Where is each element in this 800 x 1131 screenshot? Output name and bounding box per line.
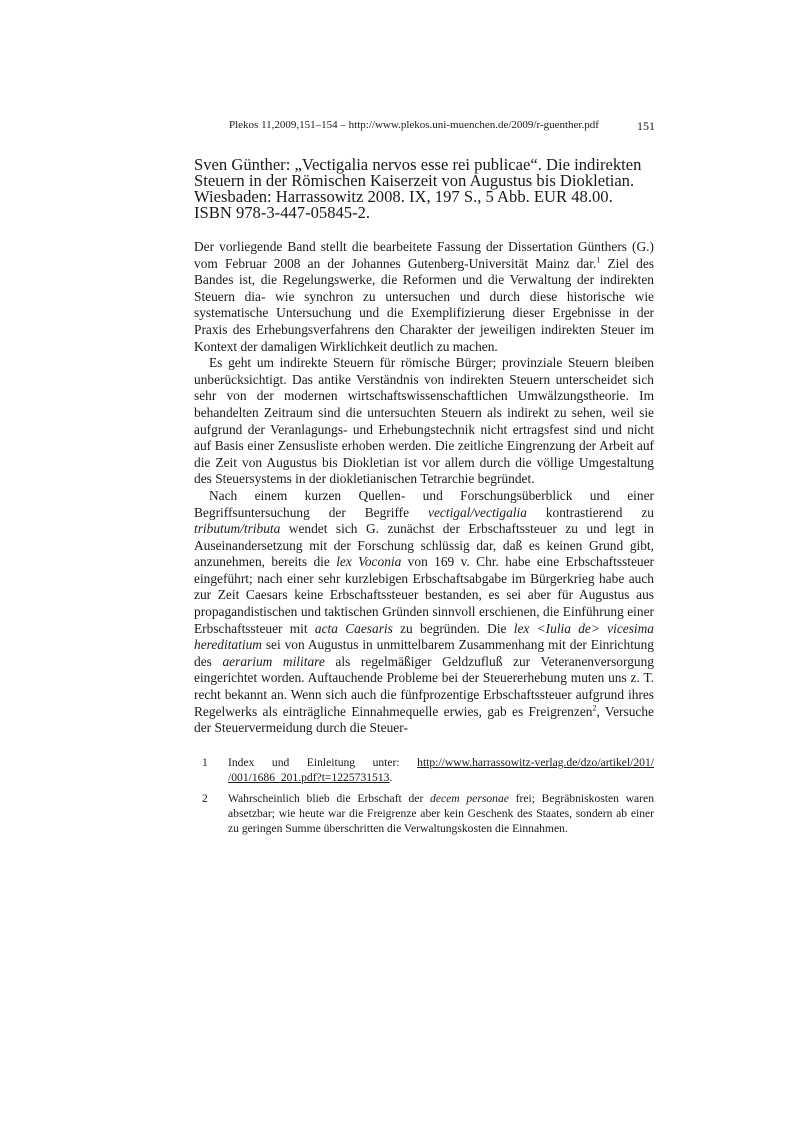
footnote-1 [194,755,654,785]
p3-text: als regelmäßiger Geldzufluß zur Veteranenversorgung eingerichtet worden. Auftauchende Probleme bei der Steuererhebung muten uns z. T. recht bekannt an. Wenn sich auch die fünfprozentige Erbschaftssteuer aufgrund ihres Regelwerks als einträgliche Einnahmequelle erwies, gab es Freigrenzen [194,653,654,719]
book-title: Sven Günther: „Vectigalia nervos esse rei publicae“. Die indirekten Steuern in der Römischen Kaiserzeit von Augustus bis Diokletian. Wiesbaden: Harrassowitz 2008. IX, 197 S., 5 Abb. EUR 48.00. ISBN 978-3-447-05845-2. [194,155,642,222]
footnote-number: 1 [202,756,208,769]
footnotes [194,755,654,842]
p3-text: wendet sich G. zunächst der Erbschaftssteuer zu und legt in Auseinandersetzung mit der Forschung schlüssig dar, daß es keinen Grund gibt, anzunehmen, bereits die [194,521,654,570]
paragraph-2: Es geht um indirekte Steuern für römische Bürger; provinziale Steuern bleiben unberücksichtigt. Das antike Verständnis von indirekten Steuern unterscheidet sich sehr von der modernen wirtschaftswissenschaftlichen Umwälzungstheorie. Im behandelten Zeitraum sind die untersuchten Steuern als indirekt zu sehen, weil sie aufgrund der Veranlagungs- und Erhebungstechnik nicht ertragsfest sind und nicht auf Basis einer Zensusliste erhoben werden. Die zeitliche Eingrenzung der Arbeit auf die Zeit von Augustus bis Diokletian ist vor allem durch die völlige Umgestaltung des Steuersystems in der diokletianischen Tetrarchie begründet. [194,355,654,487]
paragraph-3 [194,488,654,737]
footnote-ref-2[interactable]: 2 [592,703,597,713]
footnote-text: Wahrscheinlich blieb die Erbschaft der [228,792,431,805]
paragraph-1 [194,239,654,355]
p3-text: zu begründen. Die [392,620,514,636]
footnote-italic-term: decem personae [430,792,509,805]
p3-italic-term: lex Voconia [336,554,402,570]
p3-text: von 169 v. Chr. habe eine Erbschaftssteuer eingeführt; nach einer sehr kurzlebigen Erbschaftsabgabe im Bürgerkrieg habe auch zur Zeit Caesars keine Erbschaftssteuer bestanden, es sei aber für Augustus aus propagandistischen und taktischen Gründen sinnvoll erschienen, die Einführung einer Erbschaftssteuer mit [194,554,655,636]
p3-text: Nach einem kurzen Quellen- und Forschungsüberblick und einer Begriffsuntersuchung der Begriffe [194,487,654,520]
p3-text: , Versuche der Steuervermeidung durch die Steuer- [194,703,654,736]
paragraph-1-rest: Ziel des Bandes ist, die Regelungswerke, die Reformen und die Verwaltung der indirekten Steuern dia- wie synchron zu untersuchen und durch diese historische wie systematische Untersuchung und die Exemplifizierung dieser Ergebnisse in der Praxis des Erhebungsverfahrens den Charakter der jeweiligen indirekten Steuer im Kontext der damaligen Wirklichkeit deutlich zu machen. [194,255,654,354]
p3-italic-term: aerarium militare [222,653,325,669]
footnote-link[interactable]: http://www.harrassowitz-verlag.de/dzo/artikel/201/ /001/1686_201.pdf?t=1225731513 [228,756,654,784]
p3-text: sei von Augustus in unmittelbarem Zusammenhang mit der Einrichtung des [194,637,654,669]
p3-italic-term: tributum/tributa [194,521,281,537]
running-head-citation: Plekos 11,2009,151–154 – http://www.plekos.uni-muenchen.de/2009/r-guenther.pdf [229,119,599,131]
footnote-text: . [389,771,393,784]
p3-italic-term: acta Caesaris [314,620,393,636]
p3-italic-term: vectigal/vectigalia [428,504,527,520]
footnote-2 [194,791,654,836]
page-number: 151 [637,119,655,133]
footnote-number: 2 [202,792,208,805]
footnote-ref-1[interactable]: 1 [596,255,601,265]
p3-text: kontrastierend zu [526,504,654,520]
footnote-text: Index und Einleitung unter: [228,756,418,769]
footnote-text: frei; Begräbniskosten waren absetzbar; wie heute war die Freigrenze aber kein Geschenk des Staates, sondern ab einer zu geringen Summe überschritten die Verwaltungskosten die Einnahmen. [228,792,654,835]
paragraph-1-text: Der vorliegende Band stellt die bearbeitete Fassung der Dissertation Günthers (G.) vom Februar 2008 an der Johannes Gutenberg-Universität Mainz dar. [194,239,654,271]
p3-italic-term: lex <Iulia de> vicesima hereditatium [194,620,655,653]
review-body [194,239,654,737]
